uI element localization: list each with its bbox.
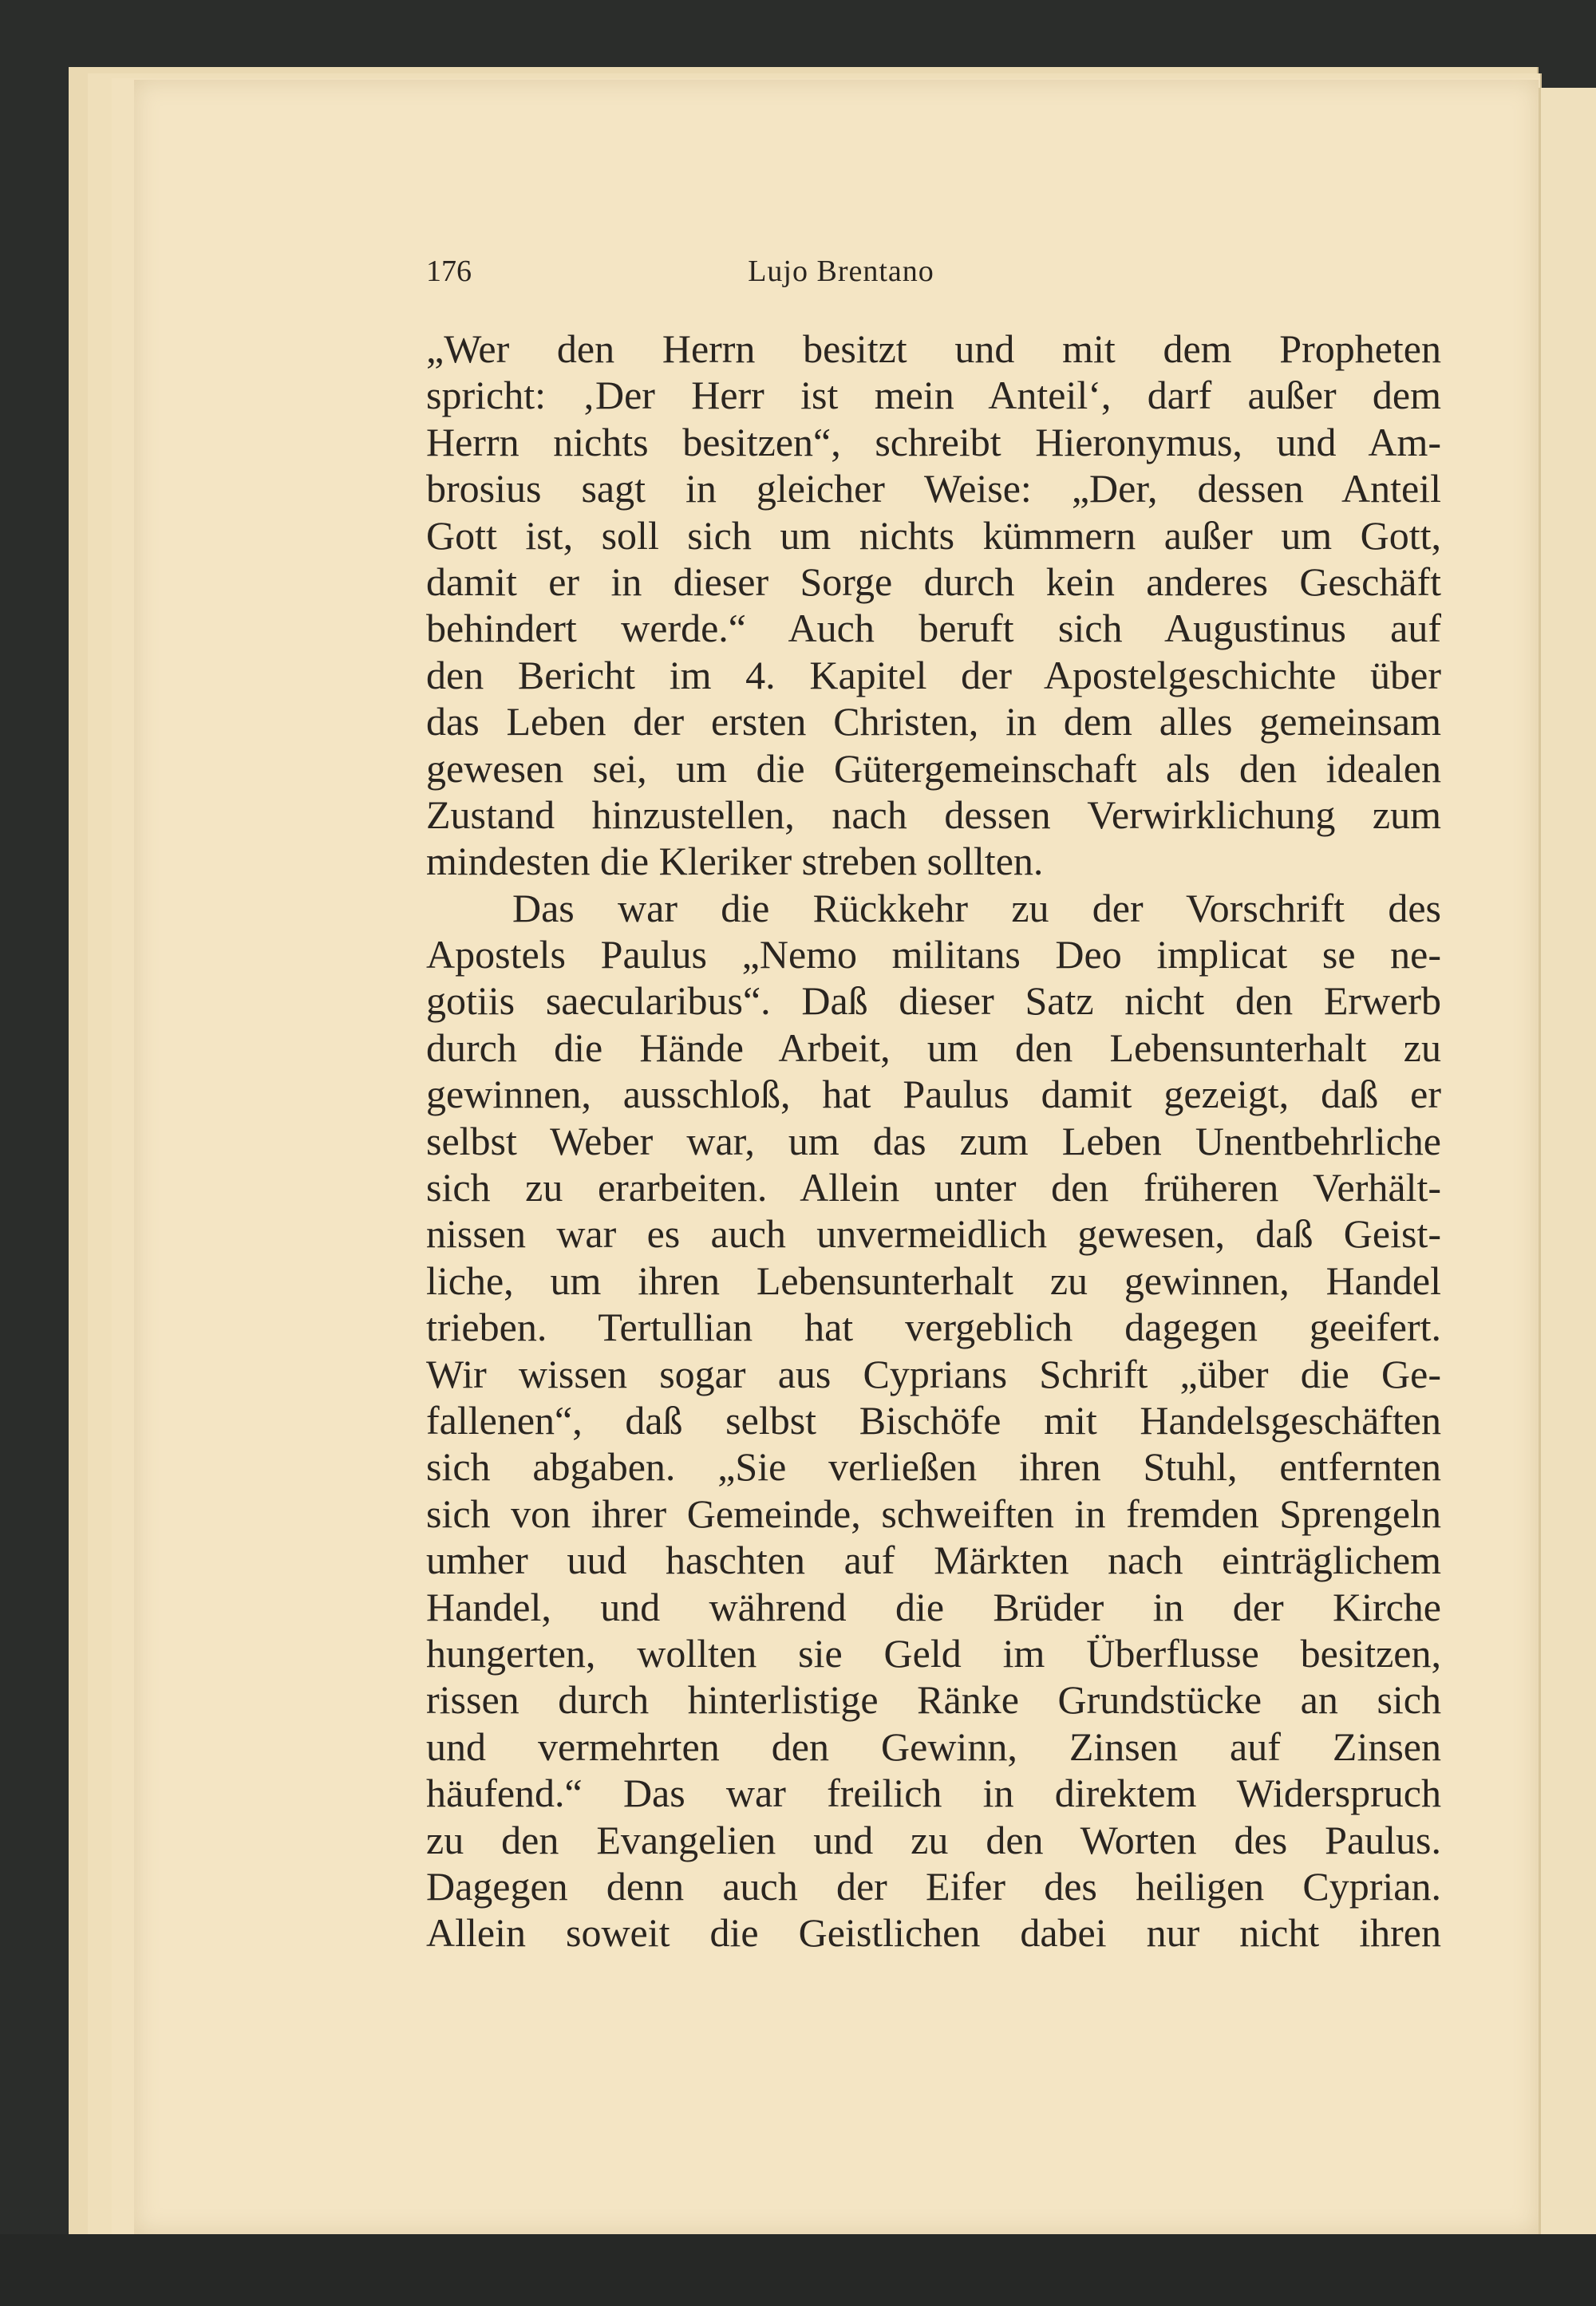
text-line: „Wer den Herrn besitzt und mit dem Propheten	[426, 326, 1441, 371]
text-line: brosius sagt in gleicher Weise: „Der, dessen Anteil	[426, 466, 1441, 511]
page-header	[426, 254, 1441, 294]
text-line: sich zu erarbeiten. Allein unter den früheren Verhält-	[426, 1165, 1441, 1210]
text-line: damit er in dieser Sorge durch kein anderes Geschäft	[426, 559, 1441, 604]
text-line: trieben. Tertullian hat vergeblich dagegen geeifert.	[426, 1305, 1441, 1350]
text-line: Das war die Rückkehr zu der Vorschrift des	[512, 885, 1441, 930]
text-line: gotiis saecularibus“. Daß dieser Satz nicht den Erwerb	[426, 978, 1441, 1024]
text-line: den Bericht im 4. Kapitel der Apostelgeschichte über	[426, 652, 1441, 697]
text-line: liche, um ihren Lebensunterhalt zu gewinnen, Handel	[426, 1258, 1441, 1303]
text-line: Gott ist, soll sich um nichts kümmern außer um Gott,	[426, 512, 1441, 558]
text-line: sich abgaben. „Sie verließen ihren Stuhl, entfernten	[426, 1444, 1441, 1490]
text-line: durch die Hände Arbeit, um den Lebensunterhalt zu	[426, 1025, 1441, 1070]
text-line: rissen durch hinterlistige Ränke Grundstücke an sich	[426, 1677, 1441, 1723]
text-line: Herrn nichts besitzen“, schreibt Hieronymus, und Am-	[426, 419, 1441, 464]
text-line: Handel, und während die Brüder in der Kirche	[426, 1584, 1441, 1629]
text-line: nissen war es auch unvermeidlich gewesen, daß Geist-	[426, 1211, 1441, 1257]
text-line: umher uud haschten auf Märkten nach einträglichem	[426, 1538, 1441, 1583]
text-line: sich von ihrer Gemeinde, schweiften in fremden Sprengeln	[426, 1491, 1441, 1536]
text-line: häufend.“ Das war freilich in direktem Widerspruch	[426, 1771, 1441, 1816]
paragraph	[426, 885, 1441, 1957]
running-title: Lujo Brentano	[748, 255, 934, 288]
text-line: mindesten die Kleriker streben sollten.	[426, 839, 1044, 884]
scan-background	[0, 2234, 1596, 2306]
body-text	[426, 326, 1441, 1957]
text-line: fallenen“, daß selbst Bischöfe mit Handelsgeschäften	[426, 1397, 1441, 1443]
text-line: Apostels Paulus „Nemo militans Deo implicat se ne-	[426, 932, 1441, 977]
page-number: 176	[426, 255, 472, 288]
text-line: gewesen sei, um die Gütergemeinschaft als den idealen	[426, 745, 1441, 791]
text-line: selbst Weber war, um das zum Leben Unentbehrliche	[426, 1118, 1441, 1163]
text-line: zu den Evangelien und zu den Worten des Paulus.	[426, 1817, 1441, 1862]
text-line: Zustand hinzustellen, nach dessen Verwirklichung zum	[426, 792, 1441, 837]
text-line: gewinnen, ausschloß, hat Paulus damit gezeigt, daß er	[426, 1072, 1441, 1117]
text-line: das Leben der ersten Christen, in dem alles gemeinsam	[426, 699, 1441, 744]
text-line: Wir wissen sogar aus Cyprians Schrift „über die Ge-	[426, 1351, 1441, 1396]
text-line: hungerten, wollten sie Geld im Überflusse besitzen,	[426, 1630, 1441, 1676]
text-line: und vermehrten den Gewinn, Zinsen auf Zinsen	[426, 1724, 1441, 1769]
text-line: Dagegen denn auch der Eifer des heiligen Cyprian.	[426, 1863, 1441, 1909]
paragraph	[426, 326, 1441, 885]
text-line: spricht: ‚Der Herr ist mein Anteil‘, darf außer dem	[426, 373, 1441, 418]
facing-page-edge	[1539, 88, 1596, 2234]
text-line: behindert werde.“ Auch beruft sich Augustinus auf	[426, 606, 1441, 651]
text-line: Allein soweit die Geistlichen dabei nur nicht ihren	[426, 1910, 1441, 1956]
